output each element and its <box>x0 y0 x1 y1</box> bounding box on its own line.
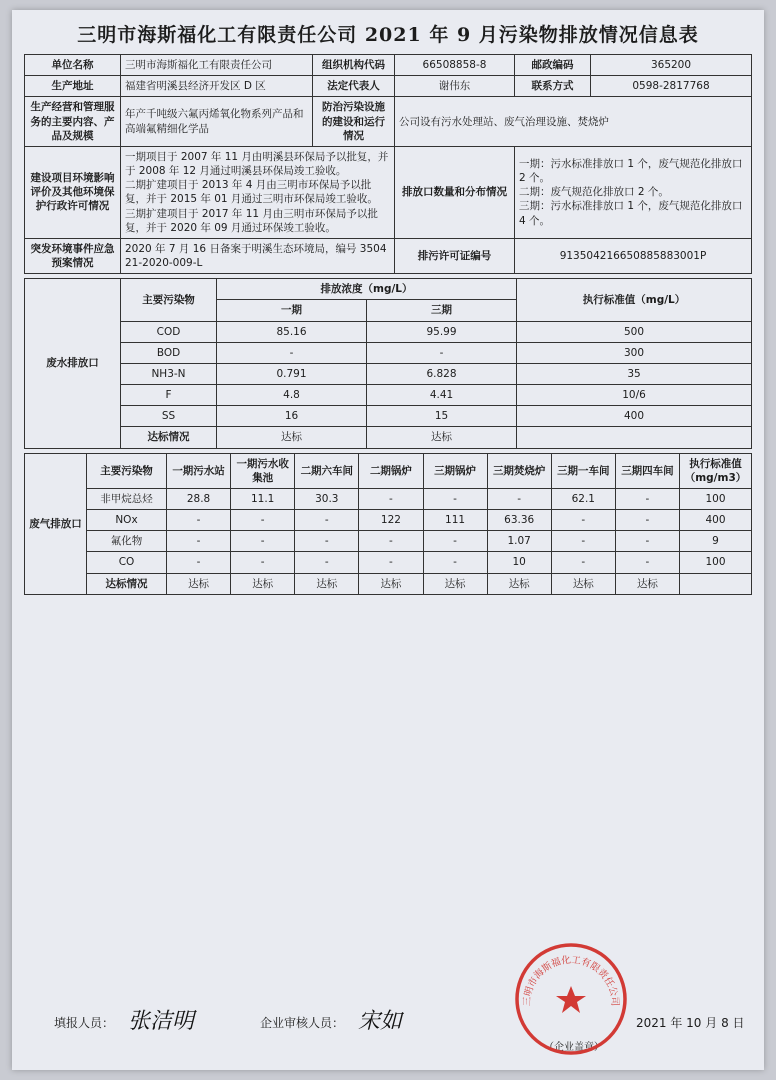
seal-text: 三明市海斯福化工有限责任公司 <box>521 954 621 1007</box>
business-value: 年产千吨级六氟丙烯氧化物系列产品和高端氟精细化学品 <box>121 97 313 147</box>
phase3-value: 4.41 <box>367 385 517 406</box>
emission-value: - <box>615 488 679 509</box>
signature-footer <box>24 1004 752 1053</box>
eia-line: 三期扩建项目于 2017 年 11 月由三明市环保局予以批复，并于 2020 年 09 月通过环保竣工验收。 <box>125 207 378 234</box>
org-code-label: 组织机构代码 <box>313 55 395 76</box>
emission-value: 63.36 <box>487 510 551 531</box>
exhaust-column-header: 三期锅炉 <box>423 453 487 488</box>
phase1-value: 85.16 <box>217 321 367 342</box>
emission-value: 10 <box>487 552 551 573</box>
address-label: 生产地址 <box>25 76 121 97</box>
emission-value: - <box>295 510 359 531</box>
status-value: 达标 <box>487 573 551 594</box>
status-value: 达标 <box>423 573 487 594</box>
emission-value: - <box>423 488 487 509</box>
exhaust-status-label: 达标情况 <box>87 573 167 594</box>
emergency-label: 突发环境事件应急预案情况 <box>25 238 121 273</box>
exhaust-pollutant-label: 主要污染物 <box>87 453 167 488</box>
standard-value: 100 <box>680 552 752 573</box>
status-value: 达标 <box>231 573 295 594</box>
contact-value: 0598-2817768 <box>591 76 752 97</box>
postcode-value: 365200 <box>591 55 752 76</box>
emission-value: 30.3 <box>295 488 359 509</box>
phase3-value: 95.99 <box>367 321 517 342</box>
report-date: 2021 年 10 月 8 日 <box>636 1016 745 1030</box>
filler-label: 填报人员： <box>54 1016 115 1030</box>
emergency-value: 2020 年 7 月 16 日备案于明溪生态环境局，编号 350421-2020-009-L <box>121 238 395 273</box>
contact-label: 联系方式 <box>515 76 591 97</box>
postcode-label: 邮政编码 <box>515 55 591 76</box>
eia-line: 二期扩建项目于 2013 年 4 月由三明市环保局予以批复，并于 2015 年 01 月通过三明市环保局竣工验收。 <box>125 179 378 206</box>
outlet-value <box>515 146 752 238</box>
reviewer-label: 企业审核人员： <box>260 1016 345 1030</box>
wastewater-conc-label: 排放浓度（mg/L） <box>217 279 517 300</box>
pollutant-name: CO <box>87 552 167 573</box>
table-row <box>25 406 752 427</box>
address-value: 福建省明溪县经济开发区 D 区 <box>121 76 313 97</box>
table-row <box>25 573 752 594</box>
standard-value: 10/6 <box>517 385 752 406</box>
phase1-value: 0.791 <box>217 363 367 384</box>
pollutant-name: SS <box>121 406 217 427</box>
exhaust-column-header: 一期污水站 <box>167 453 231 488</box>
phase1-value: 16 <box>217 406 367 427</box>
emission-value: - <box>167 552 231 573</box>
emission-value: - <box>167 510 231 531</box>
status-value: 达标 <box>295 573 359 594</box>
emission-value: 1.07 <box>487 531 551 552</box>
unit-name-value: 三明市海斯福化工有限责任公司 <box>121 55 313 76</box>
table-row <box>25 488 752 509</box>
business-label: 生产经营和管理服务的主要内容、产品及规模 <box>25 97 121 147</box>
emission-value: - <box>231 552 295 573</box>
phase1-value: 4.8 <box>217 385 367 406</box>
legal-rep-label: 法定代表人 <box>313 76 395 97</box>
status-value: 达标 <box>615 573 679 594</box>
table-row <box>25 342 752 363</box>
standard-value: 400 <box>680 510 752 531</box>
wastewater-phase1-label: 一期 <box>217 300 367 321</box>
status-value: 达标 <box>359 573 423 594</box>
table-row <box>25 427 752 448</box>
stamp-label: （企业盖章） <box>544 1042 604 1053</box>
standard-value: 400 <box>517 406 752 427</box>
eia-line: 一期项目于 2007 年 11 月由明溪县环保局予以批复，并于 2008 年 12 月通过明溪县环保局竣工验收。 <box>125 150 389 178</box>
emission-value: - <box>295 531 359 552</box>
pollutant-name: COD <box>121 321 217 342</box>
phase3-value: 15 <box>367 406 517 427</box>
emission-value: - <box>231 531 295 552</box>
permit-label: 排污许可证编号 <box>395 238 515 273</box>
standard-value: 100 <box>680 488 752 509</box>
emission-value: - <box>551 510 615 531</box>
reviewer-signature: 宋如 <box>358 1009 403 1034</box>
standard-value: 300 <box>517 342 752 363</box>
pollutant-name: BOD <box>121 342 217 363</box>
emission-value: - <box>359 552 423 573</box>
emission-value: 28.8 <box>167 488 231 509</box>
table-row <box>25 510 752 531</box>
pollutant-name: NOx <box>87 510 167 531</box>
wastewater-table <box>24 278 752 448</box>
phase1-value: - <box>217 342 367 363</box>
exhaust-table <box>24 453 752 595</box>
phase3-status: 达标 <box>367 427 517 448</box>
emission-value: - <box>231 510 295 531</box>
exhaust-column-header: 一期污水收集池 <box>231 453 295 488</box>
emission-value: - <box>551 531 615 552</box>
table-row <box>25 363 752 384</box>
filler-signature: 张洁明 <box>128 1009 195 1034</box>
wastewater-status-label: 达标情况 <box>121 427 217 448</box>
emission-value: - <box>423 552 487 573</box>
table-row <box>25 385 752 406</box>
document-sheet <box>12 10 764 1070</box>
standard-value: 35 <box>517 363 752 384</box>
exhaust-std-label: 执行标准值（mg/m3） <box>680 453 752 488</box>
emission-value: - <box>295 552 359 573</box>
emission-value: - <box>551 552 615 573</box>
org-code-value: 66508858-8 <box>395 55 515 76</box>
outlet-label: 排放口数量和分布情况 <box>395 146 515 238</box>
emission-value: - <box>167 531 231 552</box>
info-form <box>24 54 752 595</box>
eia-label: 建设项目环境影响评价及其他环境保护行政许可情况 <box>25 146 121 238</box>
exhaust-outlet-label: 废气排放口 <box>25 453 87 594</box>
pollutant-name: F <box>121 385 217 406</box>
wastewater-phase3-label: 三期 <box>367 300 517 321</box>
phase1-status: 达标 <box>217 427 367 448</box>
table-row <box>25 531 752 552</box>
exhaust-column-header: 二期六车间 <box>295 453 359 488</box>
legal-rep-value: 谢伟东 <box>395 76 515 97</box>
status-value: 达标 <box>551 573 615 594</box>
status-value: 达标 <box>167 573 231 594</box>
facilities-value: 公司设有污水处理站、废气治理设施、焚烧炉 <box>395 97 752 147</box>
company-seal <box>512 940 630 1058</box>
exhaust-column-header: 二期锅炉 <box>359 453 423 488</box>
table-row <box>25 321 752 342</box>
emission-value: 122 <box>359 510 423 531</box>
wastewater-pollutant-label: 主要污染物 <box>121 279 217 321</box>
document-title: 三明市海斯福化工有限责任公司 2021 年 9 月污染物排放情况信息表 <box>77 24 699 46</box>
phase3-value: - <box>367 342 517 363</box>
wastewater-std-label: 执行标准值（mg/L） <box>517 279 752 321</box>
pollutant-name: 非甲烷总烃 <box>87 488 167 509</box>
outlet-line: 二期：废气规范化排放口 2 个。 <box>519 186 669 199</box>
emission-value: - <box>423 531 487 552</box>
emission-value: - <box>359 488 423 509</box>
outlet-line: 一期：污水标准排放口 1 个，废气规范化排放口 2 个。 <box>519 157 743 185</box>
emission-value: - <box>487 488 551 509</box>
emission-value: 11.1 <box>231 488 295 509</box>
unit-name-label: 单位名称 <box>25 55 121 76</box>
standard-value: 9 <box>680 531 752 552</box>
outlet-line: 三期：污水标准排放口 1 个，废气规范化排放口 4 个。 <box>519 200 743 227</box>
seal-star-icon <box>556 986 586 1013</box>
phase3-value: 6.828 <box>367 363 517 384</box>
emission-value: 62.1 <box>551 488 615 509</box>
standard-value: 500 <box>517 321 752 342</box>
emission-value: - <box>359 531 423 552</box>
exhaust-column-header: 三期焚烧炉 <box>487 453 551 488</box>
permit-value: 913504216650885883001P <box>515 238 752 273</box>
pollutant-name: 氟化物 <box>87 531 167 552</box>
wastewater-outlet-label: 废水排放口 <box>25 279 121 448</box>
emission-value: 111 <box>423 510 487 531</box>
emission-value: - <box>615 531 679 552</box>
exhaust-column-header: 三期一车间 <box>551 453 615 488</box>
pollutant-name: NH3-N <box>121 363 217 384</box>
exhaust-column-header: 三期四车间 <box>615 453 679 488</box>
basic-info-table <box>24 54 752 274</box>
emission-value: - <box>615 552 679 573</box>
eia-value <box>121 146 395 238</box>
emission-value: - <box>615 510 679 531</box>
facilities-label: 防治污染设施的建设和运行情况 <box>313 97 395 147</box>
table-row <box>25 552 752 573</box>
